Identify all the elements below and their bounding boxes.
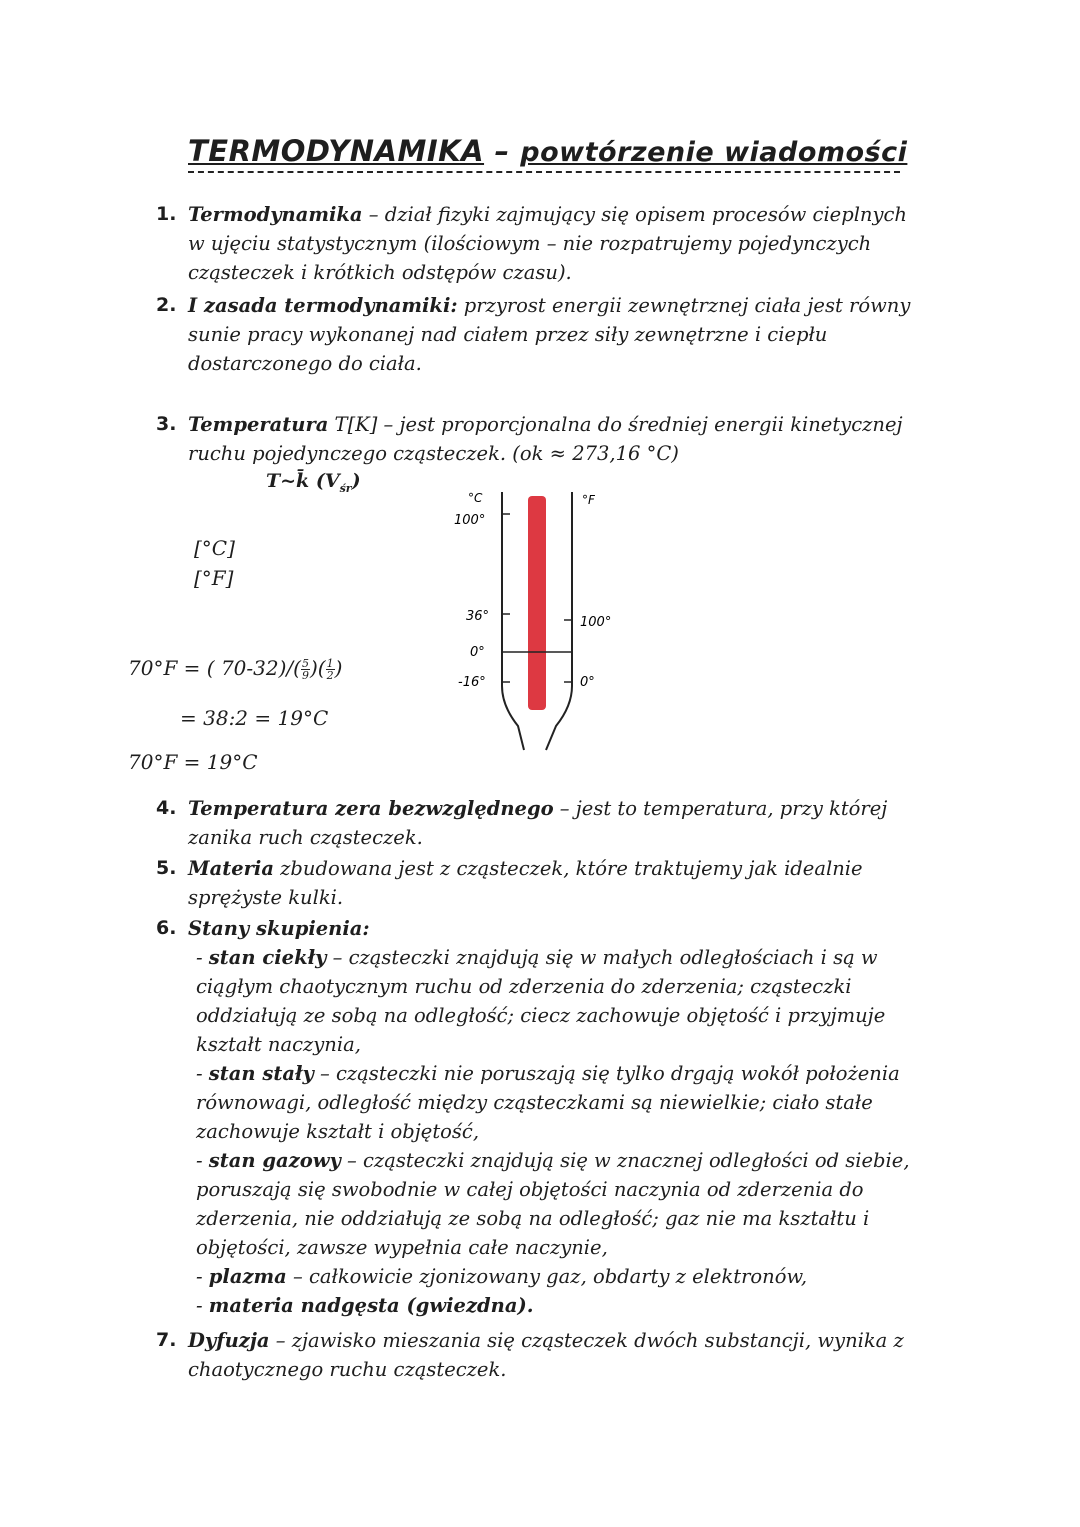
title-main: TERMODYNAMIKA — [188, 134, 485, 168]
tube-left-wall — [502, 492, 524, 750]
conversion-line-1: 70°F = ( 70-32)/( $\frac{5}{9}$ )( $\frac{1}{2}$ ) — [128, 656, 343, 682]
item-text: w ujęciu statystycznym (ilościowym – nie rozpatrujemy pojedynczych — [188, 232, 872, 255]
item-term: Materia — [188, 857, 274, 880]
item-text: zbudowana jest z cząsteczek, które traktujemy jak idealnie — [273, 857, 863, 880]
fahrenheit-unit-label: °F — [582, 493, 595, 507]
list-item-6 — [156, 914, 966, 1320]
item-text: chaotycznego ruchu cząsteczek. — [188, 1358, 507, 1381]
item-text: ruchu pojedynczego cząsteczek. (ok ≈ 273,16 °C) — [188, 442, 679, 465]
item-text: – jest to temperatura, przy której — [553, 797, 888, 820]
title-sub: powtórzenie wiadomości — [520, 137, 908, 168]
tick-label-0f: 0° — [580, 675, 595, 690]
item-term: Temperatura zera bezwzględnego — [188, 797, 554, 820]
item-term: Dyfuzja — [188, 1329, 270, 1352]
proportion-formula: T~k̄ $(V_{śr})$ — [266, 470, 361, 495]
item-text: przyrost energii zewnętrznej ciała jest równy — [457, 294, 911, 317]
item-text: zanika ruch cząsteczek. — [188, 826, 423, 849]
conversion-line-2: = 38:2 = 19°C — [180, 706, 329, 730]
item-text: – zjawisko mieszania się cząsteczek dwóch substancji, wynika z — [269, 1329, 904, 1352]
celsius-unit-label: °C — [468, 491, 483, 505]
item-text: cząsteczek i krótkich odstępów czasu). — [188, 261, 572, 284]
item-term: Termodynamika — [188, 203, 363, 226]
list-item-5 — [156, 854, 966, 912]
item-number: 6. — [156, 917, 177, 939]
thermometer-liquid — [528, 496, 546, 710]
item-number: 5. — [156, 857, 177, 879]
tick-label-100c: 100° — [454, 513, 486, 528]
item-term: I zasada termodynamiki: — [188, 294, 458, 317]
state-name: materia nadgęsta (gwiezdna). — [208, 1294, 534, 1317]
list-item-2 — [156, 291, 966, 378]
conversion-line-3: 70°F = 19°C — [128, 750, 258, 774]
state-superdense: - materia nadgęsta (gwiezdna). — [196, 1294, 534, 1317]
fraction-1-2: $\frac{1}{2}$ — [326, 657, 334, 682]
tube-right-wall — [546, 492, 572, 750]
list-item-1 — [156, 200, 966, 287]
title-dashed-rule — [188, 171, 900, 173]
item-number: 3. — [156, 413, 177, 435]
list-item-4 — [156, 794, 966, 852]
state-liquid: - stan ciekły – cząsteczki znajdują się w małych odległościach i są w ciągłym chaotycznym ruchu od zderzenia do zderzenia; cząsteczki oddziałują ze sobą na odległość; ciecz zachowuje objętość i przyjmuje kształt naczynia, — [196, 946, 886, 1056]
item-text: dostarczonego do ciała. — [188, 352, 422, 375]
unit-celsius: [°C] — [194, 536, 235, 560]
page-title — [188, 134, 908, 168]
thermometer-diagram — [440, 486, 630, 756]
state-gas: - stan gazowy – cząsteczki znajdują się w znacznej odległości od siebie, poruszają się swobodnie w całej objętości naczynia od zderzenia do zderzenia, nie oddziałują ze sobą na odległość; gaz nie ma kształtu i objętości, zawsze wypełnia całe naczynie, — [196, 1149, 910, 1259]
fraction-5-9: $\frac{5}{9}$ — [301, 657, 309, 682]
item-number: 2. — [156, 294, 177, 316]
item-number: 7. — [156, 1329, 177, 1351]
state-solid: - stan stały – cząsteczki nie poruszają się tylko drgają wokół położenia równowagi, odległość między cząsteczkami są niewielkie; ciało stałe zachowuje kształt i objętość, — [196, 1062, 900, 1143]
item-text: sunie pracy wykonanej nad ciałem przez siły zewnętrzne i ciepłu — [188, 323, 828, 346]
item-text: T[K] – jest proporcjonalna do średniej energii kinetycznej — [328, 413, 903, 436]
list-item-3 — [156, 410, 966, 468]
state-name: plazma — [208, 1265, 287, 1288]
tick-label-neg16c: -16° — [458, 675, 486, 690]
list-item-7 — [156, 1326, 966, 1384]
item-term: Temperatura — [188, 413, 329, 436]
tick-label-0c: 0° — [470, 645, 485, 660]
unit-fahrenheit: [°F] — [194, 566, 234, 590]
title-dash: – — [494, 134, 510, 168]
tick-label-36c: 36° — [466, 609, 490, 624]
state-name: stan gazowy — [208, 1149, 341, 1172]
item-number: 4. — [156, 797, 177, 819]
item-term: Stany skupienia: — [188, 917, 370, 940]
state-name: stan ciekły — [208, 946, 327, 969]
item-text: – dział fizyki zajmujący się opisem procesów cieplnych — [362, 203, 907, 226]
item-text: sprężyste kulki. — [188, 886, 344, 909]
tick-label-100f: 100° — [580, 615, 612, 630]
item-number: 1. — [156, 203, 177, 225]
state-plasma: - plazma – całkowicie zjonizowany gaz, obdarty z elektronów, — [196, 1265, 808, 1288]
state-name: stan stały — [208, 1062, 314, 1085]
